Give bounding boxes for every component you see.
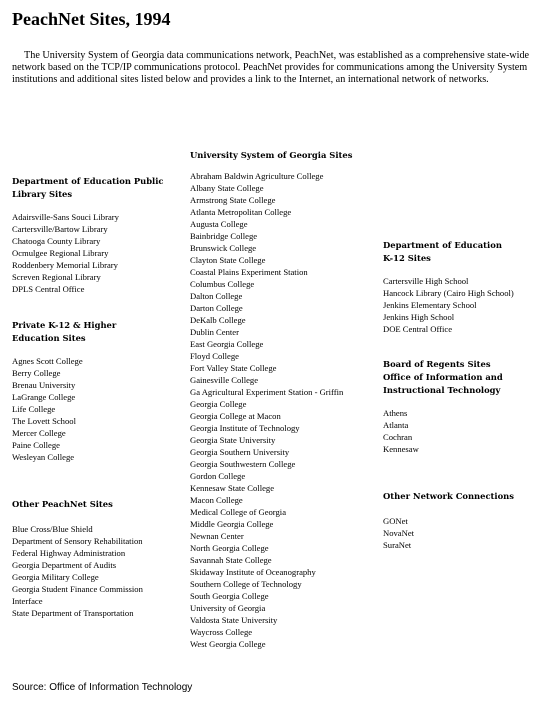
- list-item: State Department of Transportation: [12, 608, 134, 618]
- list-item: DOE Central Office: [383, 324, 453, 334]
- section-title: [12, 175, 164, 201]
- list-item: Clayton State College: [190, 255, 266, 265]
- site-list: [383, 407, 503, 455]
- section-regents: [383, 358, 503, 455]
- section-title-line: K-12 Sites: [383, 253, 431, 263]
- section-private-k12: [12, 319, 116, 463]
- list-item: Albany State College: [190, 183, 264, 193]
- section-title-line: Education Sites: [12, 333, 86, 343]
- list-item: Armstrong State College: [190, 195, 276, 205]
- section-title: [383, 239, 514, 265]
- list-item: University of Georgia: [190, 603, 266, 613]
- list-item: Valdosta State University: [190, 615, 278, 625]
- list-item: Wesleyan College: [12, 452, 75, 462]
- list-item: Hancock Library (Cairo High School): [383, 288, 514, 298]
- list-item: Interface: [12, 596, 43, 606]
- list-item: Dublin Center: [190, 327, 239, 337]
- list-item: Chatooga County Library: [12, 236, 101, 246]
- list-item: Ga Agricultural Experiment Station - Griffin: [190, 387, 344, 397]
- list-item: The Lovett School: [12, 416, 76, 426]
- list-item: Gordon College: [190, 471, 246, 481]
- section-title-line: Instructional Technology: [383, 385, 501, 395]
- list-item: Skidaway Institute of Oceanography: [190, 567, 316, 577]
- list-item: Darton College: [190, 303, 243, 313]
- list-item: Georgia State University: [190, 435, 276, 445]
- list-item: Augusta College: [190, 219, 248, 229]
- list-item: Medical College of Georgia: [190, 507, 287, 517]
- list-item: Georgia Student Finance Commission: [12, 584, 143, 594]
- list-item: Middle Georgia College: [190, 519, 274, 529]
- section-title-line: Office of Information and: [383, 372, 503, 382]
- list-item: Mercer College: [12, 428, 66, 438]
- list-item: Ocmulgee Regional Library: [12, 248, 109, 258]
- list-item: South Georgia College: [190, 591, 269, 601]
- list-item: Brunswick College: [190, 243, 257, 253]
- list-item: Cartersville/Bartow Library: [12, 224, 108, 234]
- site-list: [383, 275, 514, 335]
- site-list: [190, 170, 352, 650]
- list-item: Atlanta: [383, 420, 409, 430]
- list-item: Brenau University: [12, 380, 76, 390]
- list-item: Georgia Southern University: [190, 447, 290, 457]
- list-item: Savannah State College: [190, 555, 272, 565]
- list-item: West Georgia College: [190, 639, 266, 649]
- list-item: Fort Valley State College: [190, 363, 277, 373]
- list-item: Cartersville High School: [383, 276, 469, 286]
- list-item: Jenkins Elementary School: [383, 300, 477, 310]
- list-item: Coastal Plains Experiment Station: [190, 267, 308, 277]
- list-item: LaGrange College: [12, 392, 76, 402]
- list-item: Kennesaw: [383, 444, 419, 454]
- list-item: DPLS Central Office: [12, 284, 85, 294]
- site-list: [12, 523, 143, 619]
- section-title: Other PeachNet Sites: [12, 499, 113, 509]
- list-item: Southern College of Technology: [190, 579, 302, 589]
- site-list: [12, 355, 116, 463]
- list-item: Georgia Department of Audits: [12, 560, 117, 570]
- section-title-line: Private K-12 & Higher: [12, 320, 117, 330]
- section-title-line: Board of Regents Sites: [383, 359, 491, 369]
- section-university-system: [190, 149, 352, 650]
- section-other-peachnet: [12, 498, 143, 619]
- list-item: Jenkins High School: [383, 312, 455, 322]
- list-item: East Georgia College: [190, 339, 264, 349]
- list-item: SuraNet: [383, 540, 412, 550]
- list-item: Cochran: [383, 432, 413, 442]
- list-item: Department of Sensory Rehabilitation: [12, 536, 143, 546]
- list-item: Floyd College: [190, 351, 239, 361]
- list-item: Berry College: [12, 368, 61, 378]
- section-title-line: Department of Education: [383, 240, 502, 250]
- source-note: Source: Office of Information Technology: [12, 682, 193, 693]
- list-item: Abraham Baldwin Agriculture College: [190, 171, 324, 181]
- list-item: Waycross College: [190, 627, 253, 637]
- list-item: North Georgia College: [190, 543, 269, 553]
- list-item: Dalton College: [190, 291, 243, 301]
- list-item: Macon College: [190, 495, 243, 505]
- list-item: Roddenbery Memorial Library: [12, 260, 118, 270]
- list-item: Adairsville-Sans Souci Library: [12, 212, 119, 222]
- list-item: Columbus College: [190, 279, 255, 289]
- list-item: Newnan Center: [190, 531, 244, 541]
- list-item: NovaNet: [383, 528, 415, 538]
- list-item: Life College: [12, 404, 56, 414]
- list-item: Agnes Scott College: [12, 356, 83, 366]
- section-other-network: [383, 490, 514, 551]
- section-title: Other Network Connections: [383, 491, 514, 501]
- intro-paragraph: The University System of Georgia data communications network, PeachNet, was established as a comprehensive state-wide network based on the TCP/IP communications protocol. PeachNet provides for communications among the University System institutions and additional sites listed below and provides a link to the Internet, an international network of networks.: [12, 50, 530, 85]
- section-title-line: Library Sites: [12, 189, 73, 199]
- list-item: Blue Cross/Blue Shield: [12, 524, 93, 534]
- list-item: DeKalb College: [190, 315, 246, 325]
- list-item: Georgia College: [190, 399, 247, 409]
- section-title-line: Department of Education Public: [12, 176, 164, 186]
- section-title: University System of Georgia Sites: [190, 150, 353, 160]
- list-item: Bainbridge College: [190, 231, 258, 241]
- list-item: Screven Regional Library: [12, 272, 101, 282]
- list-item: GONet: [383, 516, 408, 526]
- list-item: Athens: [383, 408, 408, 418]
- section-k12: [383, 239, 514, 335]
- list-item: Paine College: [12, 440, 60, 450]
- section-public-library: [12, 175, 164, 295]
- page-title: PeachNet Sites, 1994: [12, 9, 171, 29]
- list-item: Georgia Institute of Technology: [190, 423, 300, 433]
- section-title: [383, 358, 503, 397]
- list-item: Georgia Military College: [12, 572, 99, 582]
- list-item: Kennesaw State College: [190, 483, 275, 493]
- list-item: Federal Highway Administration: [12, 548, 126, 558]
- list-item: Georgia College at Macon: [190, 411, 281, 421]
- list-item: Georgia Southwestern College: [190, 459, 296, 469]
- list-item: Gainesville College: [190, 375, 259, 385]
- site-list: [383, 515, 514, 551]
- site-list: [12, 211, 164, 295]
- list-item: Atlanta Metropolitan College: [190, 207, 292, 217]
- section-title: [12, 319, 116, 345]
